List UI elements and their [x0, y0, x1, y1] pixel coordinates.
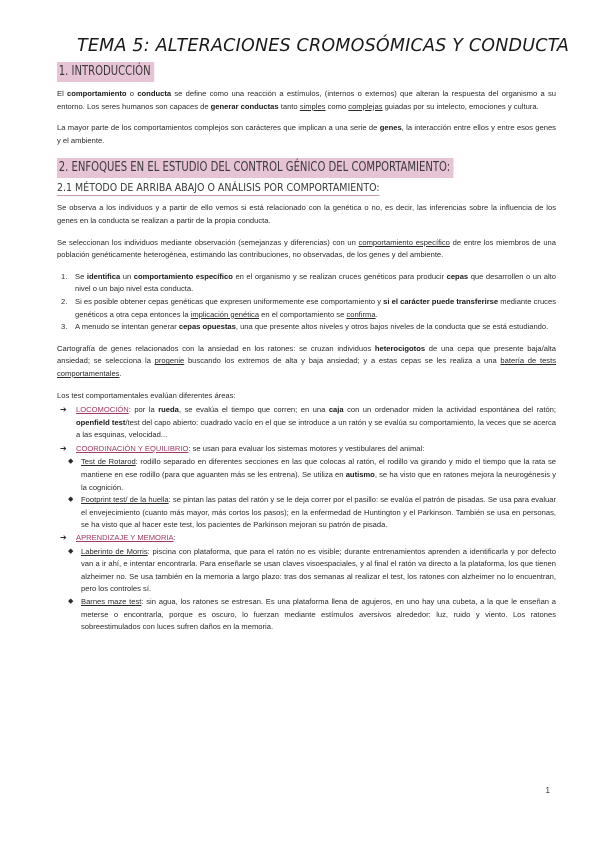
intro-paragraph-1: El comportamiento o conducta se define como una reacción a estímulos, (internos o externos) que alteran la respuesta del organismo a su entorno. Los seres humanos son capaces de generar conductas tanto simples como complejas guiadas por su intelecto, emociones y cultura.	[57, 89, 556, 111]
sublist-item-barnes: ◆ Barnes maze test: sin agua, los ratones se estresan. Es una plataforma llena de agujeros, en uno hay una cubeta, a la que le enseñan a meterse o encontrarla, porque es oscuro, lo fuerzan mediante estímulos aversivos alrededor: luz, ruido y viento. Los ratones sobreestimulados con luces sufren daños en la memoria.	[68, 597, 556, 632]
diamond-bullet-icon: ◆	[68, 496, 74, 504]
sublist-item-morris: ◆ Laberinto de Morris: piscina con plataforma, que para el ratón no es visible; durante entrenamientos aprenden a identificarla y por defecto van a ir ahí, e intentar encontrarla. Para enseñarle se usan claves visoespaciales, y al final el ratón va directo a la plataforma, los que tienen alzheimer no. Se usa también en la memoria a largo plazo: tras dos semanas al realizar el test, los ratones con alzheimer no lo encuentran, pero los controles sí.	[68, 546, 556, 594]
list-item: 1. Se identifica un comportamiento específico en el organismo y se realizan cruces genéticos para producir cepas que desarrollen o un alto nivel o un bajo nivel esta conducta.	[61, 271, 557, 294]
list-item-locomocion: ➔ LOCOMOCIÓN: por la rueda, se evalúa el tiempo que corren; en una caja con un ordenador miden la actividad espontánea del ratón; openfield test/test del capo abierto: cuadrado vacío en el que se introduce a un ratón y se evalúa su comportamiento, la veces que se acerca a las esquinas, velocidad...	[60, 405, 557, 440]
sublist-item-rotarod: ◆ Test de Rotarod: rodillo separado en diferentes secciones en las que colocas al ratón, el rodillo va girando y mido el tiempo que la rata se mantiene en ese rodillo (para que aguanten más se les entrena). Se utiliza en autismo, se ha visto que en ratones mejora la neurogénesis y la cognición.	[68, 457, 556, 492]
diamond-bullet-icon: ◆	[68, 458, 74, 466]
page-title: TEMA 5: ALTERACIONES CROMOSÓMICAS Y CONDUCTA	[77, 36, 570, 56]
page-number: 1	[545, 786, 550, 795]
steps-list	[57, 271, 556, 334]
cartografia-paragraph: Cartografía de genes relacionados con la ansiedad en los ratones: se cruzan individuos heterocigotos de una cepa que presente baja/alta ansiedad; se selecciona la progenie buscando los extremos de alta y baja ansiedad; y a estas cepas se les realiza a una batería de tests comportamentales.	[57, 343, 557, 378]
aprendizaje-sublist-wrapper	[57, 546, 556, 634]
diamond-bullet-icon: ◆	[68, 547, 74, 555]
coordinacion-sublist-wrapper	[57, 456, 556, 532]
diamond-bullet-icon: ◆	[68, 598, 74, 605]
arrow-icon: ➔	[60, 533, 67, 543]
coordinacion-sublist	[57, 456, 556, 532]
sublist-item-footprint: ◆ Footprint test/ de la huella: se pintan las patas del ratón y se le deja correr por el pasillo: se evalúa el patrón de pisadas. Se usa para evaluar el envejecimiento (cuanto más mayor, más cortos los pasos); en la enfermedad de Huntington y el Parkinson. También se usa en personas, se ha visto que al hacer este test, los pacientes de Parkinson mejoran su patrón de pisada.	[68, 495, 556, 530]
arrow-icon: ➔	[60, 405, 67, 415]
metodo-paragraph-2: Se seleccionan los individuos mediante observación (semejanzas y diferencias) con un comportamiento específico de entre los miembros de una población genéticamente heterogénea, estimando las contribuciones, no observadas, de los genes y del ambiente.	[57, 237, 556, 260]
list-item: 3. A menudo se intentan generar cepas opuestas, una que presente altos niveles y otros bajos niveles de la conducta que se está estudiando.	[61, 322, 549, 332]
subsection-heading-metodo: 2.1 MÉTODO DE ARRIBA ABAJO O ANÁLISIS POR COMPORTAMIENTO:	[57, 181, 380, 195]
list-item: 2. Si es posible obtener cepas genéticas que expresen uniformemente ese comportamiento y si el carácter puede transferirse mediante cruces genéticos a otra cepa entonces la implicación genética en el comportamiento se confirma.	[61, 296, 557, 319]
metodo-paragraph-1: Se observa a los individuos y a partir de ello vemos si está relacionado con la genética o no, es decir, las inferencias sobre la influencia de los genes en la conducta se realizan a partir de la propia conducta.	[57, 203, 556, 225]
aprendizaje-sublist	[57, 546, 556, 634]
section-heading-introduccion: 1. INTRODUCCIÓN	[57, 62, 154, 82]
tests-intro: Los test comportamentales evalúan diferentes áreas:	[57, 390, 236, 400]
section-heading-enfoques: 2. ENFOQUES EN EL ESTUDIO DEL CONTROL GÉNICO DEL COMPORTAMIENTO:	[57, 158, 454, 178]
list-item-aprendizaje: ➔ APRENDIZAJE Y MEMORIA:	[57, 532, 556, 545]
arrow-icon: ➔	[60, 443, 67, 453]
tests-list	[57, 404, 556, 634]
list-item-coordinacion: ➔ COORDINACIÓN Y EQUILIBRIO: se usan para evaluar los sistemas motores y vestibulares del animal:	[57, 443, 556, 456]
intro-paragraph-2: La mayor parte de los comportamientos complejos son carácteres que implican a una serie de genes, la interacción entre ellos y entre esos genes y el ambiente.	[57, 123, 556, 145]
